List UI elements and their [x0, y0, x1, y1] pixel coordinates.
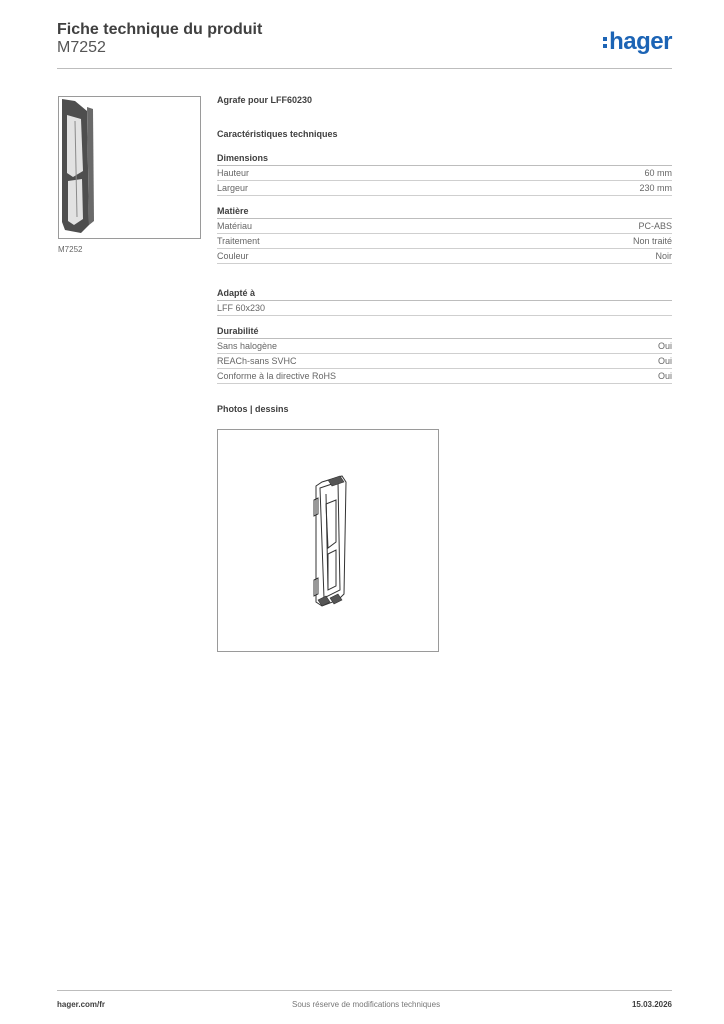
hager-logo — [603, 28, 672, 56]
specs-heading: Caractéristiques techniques — [217, 129, 338, 139]
page-header — [57, 21, 672, 69]
spec-label: Traitement — [217, 236, 260, 246]
product-drawing — [217, 429, 439, 652]
spec-value: Noir — [655, 251, 672, 261]
spec-row — [217, 354, 672, 369]
section-matiere — [217, 206, 672, 264]
product-content — [217, 95, 672, 418]
spec-label: Hauteur — [217, 168, 250, 178]
spec-value: 60 mm — [644, 168, 672, 178]
spec-value: Oui — [657, 356, 672, 366]
spec-value: Oui — [657, 371, 672, 381]
spec-row — [217, 166, 672, 181]
section-dimensions — [217, 153, 672, 196]
spec-row — [217, 249, 672, 264]
spec-value: Non traité — [632, 236, 672, 246]
spec-label: REACh-sans SVHC — [217, 356, 297, 366]
spec-label: Couleur — [217, 251, 249, 261]
spec-value: PC-ABS — [638, 221, 672, 231]
logo-text: hager — [609, 28, 672, 55]
spec-row — [217, 234, 672, 249]
spec-label: Conforme à la directive RoHS — [217, 371, 337, 381]
footer-date: 15.03.2026 — [631, 1000, 672, 1009]
spec-label: Sans halogène — [217, 341, 278, 351]
section-title: Durabilité — [217, 326, 672, 339]
section-title: Adapté à — [217, 288, 672, 301]
photos-heading: Photos | dessins — [217, 404, 289, 414]
page-title: Fiche technique du produit — [57, 21, 263, 38]
section-title: Matière — [217, 206, 672, 219]
spec-row — [217, 339, 672, 354]
footer-website: hager.com/fr — [57, 1000, 106, 1009]
spec-value: 230 mm — [639, 183, 672, 193]
spec-label: LFF 60x230 — [217, 303, 266, 313]
spec-label: Largeur — [217, 183, 249, 193]
spec-row — [217, 301, 672, 316]
logo-dots-icon — [603, 37, 607, 48]
product-name: Agrafe pour LFF60230 — [217, 95, 313, 105]
thumbnail-caption: M7252 — [58, 245, 83, 254]
page-footer — [57, 990, 672, 1010]
section-title: Dimensions — [217, 153, 672, 166]
spec-label: Matériau — [217, 221, 253, 231]
spec-row — [217, 369, 672, 384]
spec-row — [217, 219, 672, 234]
spec-value: Oui — [657, 341, 672, 351]
section-durabilite — [217, 326, 672, 384]
footer-notice: Sous réserve de modifications techniques — [292, 1000, 441, 1009]
clip-thumbnail-icon — [59, 97, 201, 239]
clip-drawing-icon — [218, 430, 440, 653]
product-thumbnail — [58, 96, 201, 239]
spec-row — [217, 181, 672, 196]
section-adapte — [217, 288, 672, 316]
product-reference: M7252 — [57, 39, 106, 56]
